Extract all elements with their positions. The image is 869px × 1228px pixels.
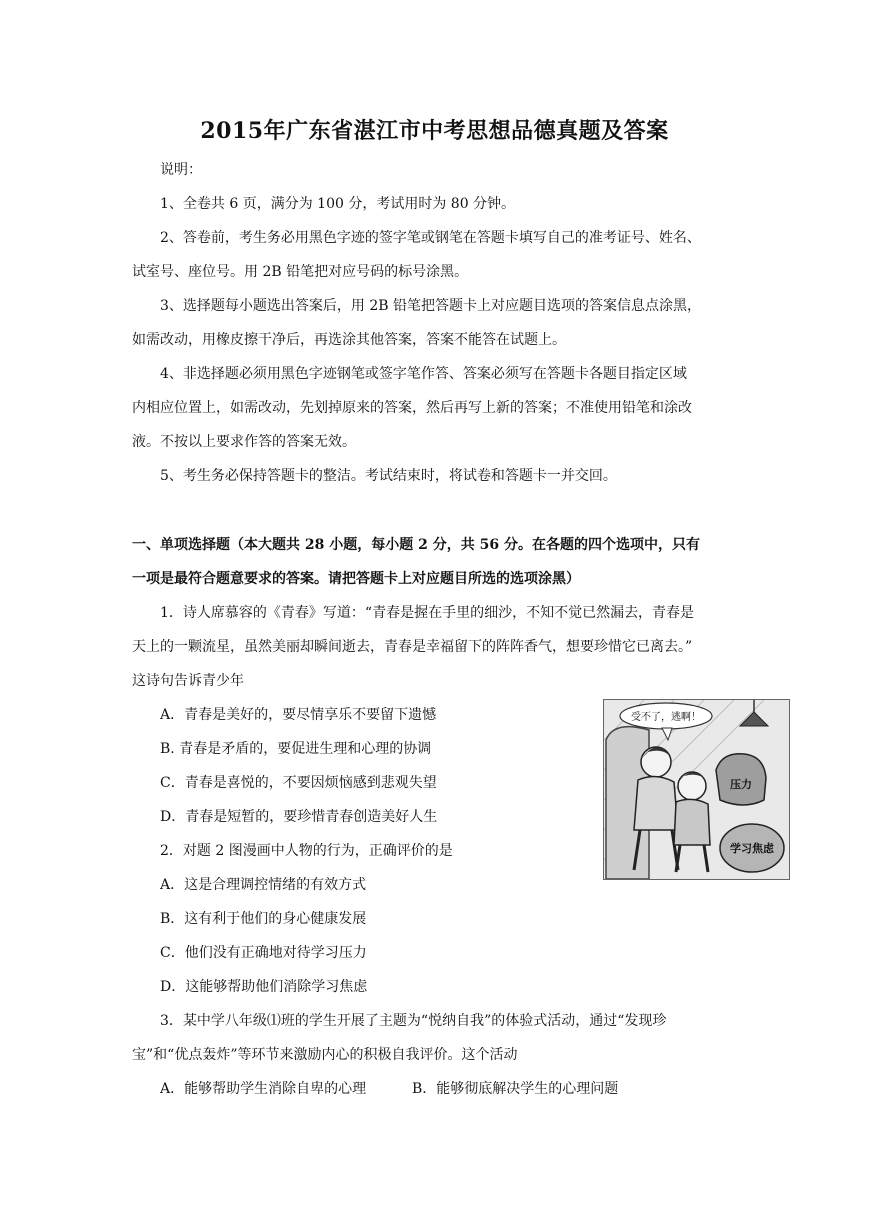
instruction-line: 5、考生务必保持答题卡的整洁。考试结束时，将试卷和答题卡一并交回。 [160,468,617,484]
burden-label: 压力 [730,778,752,791]
section-heading: 一、单项选择题（本大题共 28 小题，每小题 2 分，共 56 分。在各题的四个选项中，只有 [132,537,700,553]
rock-label: 学习焦虑 [730,842,774,855]
person-2-body [674,799,710,845]
instruction-line: 1、全卷共 6 页，满分为 100 分，考试用时为 80 分钟。 [160,196,516,212]
speech-bubble-text: 受不了，逃啊！ [631,712,701,723]
question-1-stem: 这诗句告诉青少年 [132,673,244,689]
instructions-heading: 说明： [160,162,202,178]
question-2-option-c: C．他们没有正确地对待学习压力 [160,945,367,961]
question-1-option-d: D．青春是短暂的，要珍惜青春创造美好人生 [160,809,438,825]
question-1-option-c: C．青春是喜悦的，不要因烦恼感到悲观失望 [160,775,437,791]
question-1-option-b: B. 青春是矛盾的，要促进生理和心理的协调 [160,741,432,757]
cartoon-illustration [604,700,789,879]
question-2-stem: 2．对题 2 图漫画中人物的行为，正确评价的是 [160,843,453,859]
question-3-option-a: A．能够帮助学生消除自卑的心理 [160,1081,367,1097]
question-3-stem: 宝”和“优点轰炸”等环节来激励内心的积极自我评价。这个活动 [132,1047,518,1063]
person-1-body [634,776,678,830]
question-2-option-b: B．这有利于他们的身心健康发展 [160,911,367,927]
section-heading: 一项是最符合题意要求的答案。请把答题卡上对应题目所选的选项涂黑） [132,571,580,587]
question-2-option-a: A．这是合理调控情绪的有效方式 [160,877,367,893]
question-3-stem: 3．某中学八年级⑴班的学生开展了主题为“悦纳自我”的体验式活动，通过“发现珍 [160,1013,667,1029]
question-3-option-b: B．能够彻底解决学生的心理问题 [412,1081,619,1097]
person-1-head [641,747,671,777]
question-1-option-a: A．青春是美好的，要尽情享乐不要留下遗憾 [160,707,437,723]
instruction-line: 内相应位置上，如需改动，先划掉原来的答案，然后再写上新的答案；不准使用铅笔和涂改 [132,400,692,416]
instruction-line: 3、选择题每小题选出答案后，用 2B 铅笔把答题卡上对应题目选项的答案信息点涂黑， [160,298,702,314]
instruction-line: 2、答卷前，考生务必用黑色字迹的签字笔或钢笔在答题卡填写自己的准考证号、姓名、 [160,230,701,246]
question-2-cartoon [603,699,790,880]
question-1-stem: 天上的一颗流星，虽然美丽却瞬间逝去，青春是幸福留下的阵阵香气，想要珍惜它已离去。” [132,639,693,655]
page-title: 2015年广东省湛江市中考思想品德真题及答案 [200,118,669,144]
instruction-line: 液。不按以上要求作答的答案无效。 [132,434,356,450]
instruction-line: 4、非选择题必须用黑色字迹钢笔或签字笔作答、答案必须写在答题卡各题目指定区域 [160,366,687,382]
question-1-stem: 1．诗人席慕容的《青春》写道：“青春是握在手里的细沙，不知不觉已然漏去，青春是 [160,605,695,621]
instruction-line: 如需改动，用橡皮擦干净后，再选涂其他答案，答案不能答在试题上。 [132,332,566,348]
instruction-line: 试室号、座位号。用 2B 铅笔把对应号码的标号涂黑。 [132,264,469,280]
question-2-option-d: D．这能够帮助他们消除学习焦虑 [160,979,368,995]
